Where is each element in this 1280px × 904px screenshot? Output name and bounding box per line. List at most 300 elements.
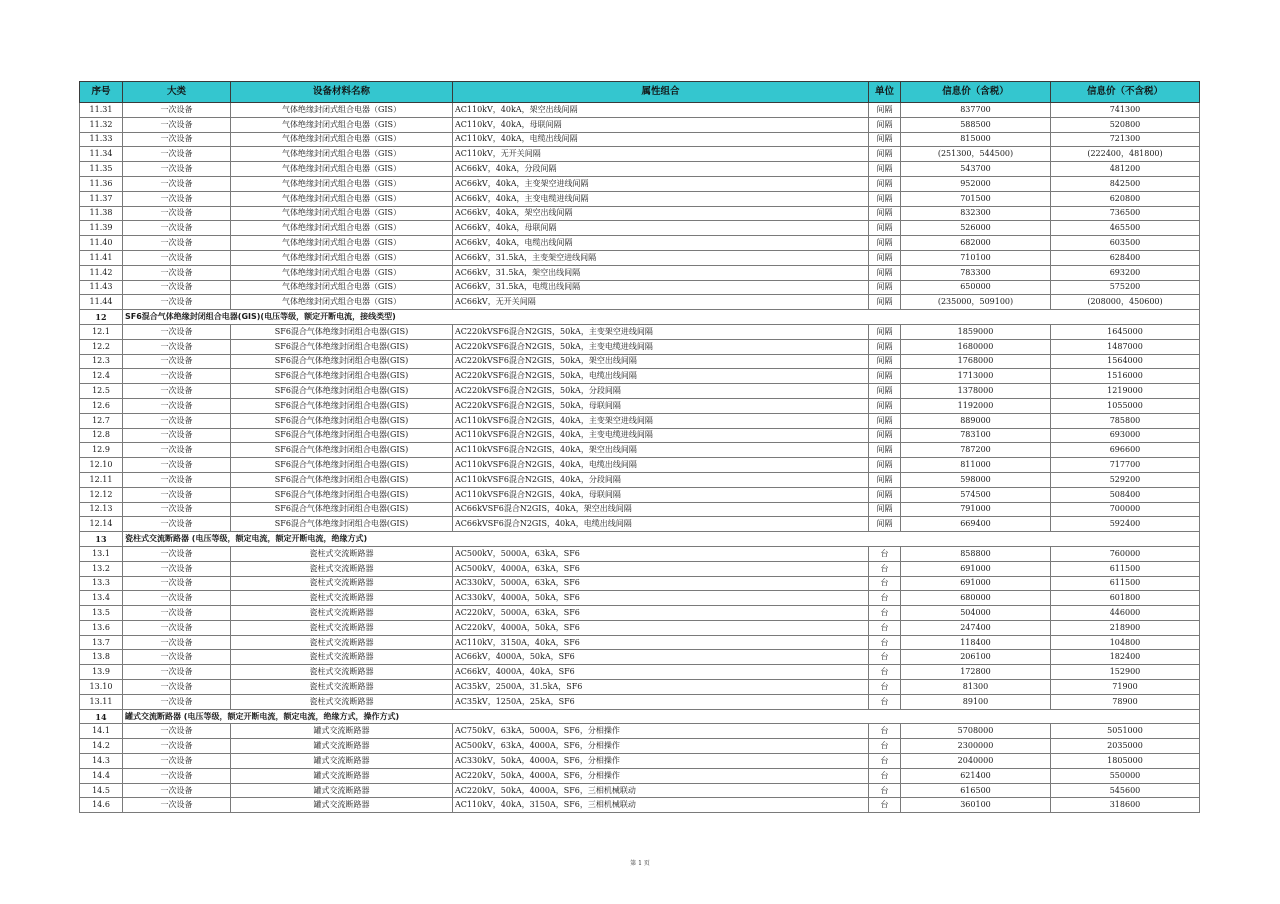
cell-attributes: AC66kV，31.5kA，主变架空进线间隔 [453,250,869,265]
cell-price-without-tax: 575200 [1051,280,1200,295]
cell-seq: 13.6 [80,620,123,635]
cell-seq: 11.36 [80,176,123,191]
cell-name: 瓷柱式交流断路器 [231,665,453,680]
cell-seq: 12.5 [80,384,123,399]
cell-seq: 13.7 [80,635,123,650]
cell-name: 气体绝缘封闭式组合电器（GIS） [231,147,453,162]
table-row [80,147,1200,162]
cell-attributes: AC330kV，4000A，50kA，SF6 [453,591,869,606]
table-row [80,369,1200,384]
cell-attributes: AC66kV，40kA，分段间隔 [453,162,869,177]
header-price-without-tax: 信息价（不含税） [1051,82,1200,103]
cell-price-with-tax: 815000 [901,132,1051,147]
cell-seq: 12.6 [80,398,123,413]
cell-price-without-tax: 1055000 [1051,398,1200,413]
cell-name: 气体绝缘封闭式组合电器（GIS） [231,176,453,191]
cell-name: 罐式交流断路器 [231,783,453,798]
cell-category: 一次设备 [123,176,231,191]
cell-unit: 间隔 [869,472,901,487]
cell-name: 瓷柱式交流断路器 [231,620,453,635]
cell-category: 一次设备 [123,280,231,295]
cell-category: 一次设备 [123,191,231,206]
cell-category: 一次设备 [123,413,231,428]
cell-category: 一次设备 [123,576,231,591]
cell-unit: 台 [869,591,901,606]
cell-name: SF6混合气体绝缘封闭组合电器(GIS) [231,413,453,428]
cell-attributes: AC220kVSF6混合N2GIS，50kA，架空出线间隔 [453,354,869,369]
cell-name: SF6混合气体绝缘封闭组合电器(GIS) [231,472,453,487]
cell-seq: 14.2 [80,739,123,754]
cell-category: 一次设备 [123,147,231,162]
cell-seq: 13.9 [80,665,123,680]
cell-category: 一次设备 [123,428,231,443]
cell-seq: 13.5 [80,606,123,621]
cell-unit: 间隔 [869,398,901,413]
table-row [80,354,1200,369]
cell-attributes: AC66kV，无开关间隔 [453,295,869,310]
cell-attributes: AC220kVSF6混合N2GIS，50kA，主变架空进线间隔 [453,324,869,339]
cell-seq: 11.35 [80,162,123,177]
cell-price-with-tax: 1680000 [901,339,1051,354]
cell-price-without-tax: 508400 [1051,487,1200,502]
cell-name: 气体绝缘封闭式组合电器（GIS） [231,117,453,132]
table-row [80,428,1200,443]
cell-category: 一次设备 [123,117,231,132]
cell-category: 一次设备 [123,724,231,739]
cell-seq: 12.12 [80,487,123,502]
cell-price-with-tax: 783100 [901,428,1051,443]
cell-price-without-tax: 785800 [1051,413,1200,428]
cell-price-without-tax: 760000 [1051,546,1200,561]
cell-unit: 间隔 [869,221,901,236]
table-row [80,132,1200,147]
cell-category: 一次设备 [123,798,231,813]
cell-attributes: AC66kV，40kA，主变电缆进线间隔 [453,191,869,206]
cell-price-without-tax: 696600 [1051,443,1200,458]
table-row [80,739,1200,754]
cell-category: 一次设备 [123,561,231,576]
cell-seq: 13.4 [80,591,123,606]
cell-name: 气体绝缘封闭式组合电器（GIS） [231,132,453,147]
cell-price-without-tax: 1564000 [1051,354,1200,369]
cell-unit: 台 [869,694,901,709]
table-row [80,324,1200,339]
cell-category: 一次设备 [123,606,231,621]
cell-category: 一次设备 [123,236,231,251]
table-row [80,754,1200,769]
cell-unit: 间隔 [869,280,901,295]
table-row [80,576,1200,591]
section-row [80,709,1200,724]
cell-price-with-tax: 206100 [901,650,1051,665]
cell-unit: 间隔 [869,295,901,310]
cell-seq: 13.3 [80,576,123,591]
cell-price-with-tax: 837700 [901,103,1051,118]
table-row [80,103,1200,118]
cell-seq: 12.8 [80,428,123,443]
cell-price-without-tax: 721300 [1051,132,1200,147]
cell-price-with-tax: 691000 [901,576,1051,591]
cell-attributes: AC220kV，50kA，4000A，SF6，三相机械联动 [453,783,869,798]
table-row [80,398,1200,413]
cell-price-with-tax: 526000 [901,221,1051,236]
cell-seq: 13.11 [80,694,123,709]
table-row [80,546,1200,561]
cell-seq: 14.5 [80,783,123,798]
cell-seq: 12.2 [80,339,123,354]
table-row [80,798,1200,813]
cell-price-without-tax: 520800 [1051,117,1200,132]
cell-category: 一次设备 [123,487,231,502]
cell-category: 一次设备 [123,635,231,650]
cell-name: 气体绝缘封闭式组合电器（GIS） [231,280,453,295]
cell-attributes: AC66kV，4000A，50kA，SF6 [453,650,869,665]
price-table [79,81,1200,813]
cell-seq: 11.32 [80,117,123,132]
cell-seq: 12.13 [80,502,123,517]
cell-price-with-tax: 1768000 [901,354,1051,369]
table-row [80,295,1200,310]
table-row [80,206,1200,221]
cell-price-with-tax: 680000 [901,591,1051,606]
cell-name: 气体绝缘封闭式组合电器（GIS） [231,103,453,118]
cell-price-without-tax: 318600 [1051,798,1200,813]
cell-price-with-tax: 543700 [901,162,1051,177]
table-row [80,680,1200,695]
table-row [80,221,1200,236]
cell-unit: 台 [869,650,901,665]
table-row [80,250,1200,265]
cell-seq: 12 [80,310,123,325]
cell-seq: 11.34 [80,147,123,162]
cell-name: 气体绝缘封闭式组合电器（GIS） [231,250,453,265]
cell-price-with-tax: 791000 [901,502,1051,517]
cell-seq: 11.41 [80,250,123,265]
cell-category: 一次设备 [123,650,231,665]
cell-category: 一次设备 [123,783,231,798]
cell-price-with-tax: 701500 [901,191,1051,206]
table-row [80,561,1200,576]
cell-name: 瓷柱式交流断路器 [231,650,453,665]
table-row [80,162,1200,177]
cell-unit: 间隔 [869,413,901,428]
cell-category: 一次设备 [123,132,231,147]
cell-attributes: AC66kVSF6混合N2GIS，40kA，架空出线间隔 [453,502,869,517]
table-row [80,606,1200,621]
cell-unit: 台 [869,635,901,650]
cell-category: 一次设备 [123,339,231,354]
cell-price-without-tax: 1516000 [1051,369,1200,384]
cell-price-without-tax: 603500 [1051,236,1200,251]
cell-name: SF6混合气体绝缘封闭组合电器(GIS) [231,443,453,458]
cell-price-with-tax: 616500 [901,783,1051,798]
cell-unit: 台 [869,798,901,813]
section-title: 瓷柱式交流断路器 (电压等级，额定电流，额定开断电流，绝缘方式) [123,532,1200,547]
cell-price-with-tax: 952000 [901,176,1051,191]
cell-name: 罐式交流断路器 [231,754,453,769]
cell-unit: 台 [869,739,901,754]
cell-name: 气体绝缘封闭式组合电器（GIS） [231,162,453,177]
cell-price-without-tax: 2035000 [1051,739,1200,754]
cell-seq: 14 [80,709,123,724]
cell-attributes: AC110kVSF6混合N2GIS，40kA，分段间隔 [453,472,869,487]
cell-category: 一次设备 [123,739,231,754]
cell-price-without-tax: 545600 [1051,783,1200,798]
table-row [80,236,1200,251]
cell-seq: 14.3 [80,754,123,769]
cell-attributes: AC66kV，31.5kA，电缆出线间隔 [453,280,869,295]
cell-attributes: AC66kV，40kA，电缆出线间隔 [453,236,869,251]
cell-category: 一次设备 [123,384,231,399]
cell-attributes: AC500kV，63kA，4000A，SF6，分相操作 [453,739,869,754]
cell-name: SF6混合气体绝缘封闭组合电器(GIS) [231,339,453,354]
cell-category: 一次设备 [123,250,231,265]
cell-unit: 间隔 [869,324,901,339]
cell-name: 瓷柱式交流断路器 [231,576,453,591]
cell-attributes: AC66kV，4000A，40kA，SF6 [453,665,869,680]
cell-price-without-tax: 628400 [1051,250,1200,265]
cell-name: 瓷柱式交流断路器 [231,606,453,621]
cell-price-with-tax: 247400 [901,620,1051,635]
cell-seq: 11.37 [80,191,123,206]
cell-name: SF6混合气体绝缘封闭组合电器(GIS) [231,428,453,443]
cell-seq: 14.4 [80,768,123,783]
cell-unit: 间隔 [869,147,901,162]
cell-price-without-tax: 78900 [1051,694,1200,709]
cell-seq: 11.40 [80,236,123,251]
cell-unit: 间隔 [869,132,901,147]
cell-price-with-tax: 81300 [901,680,1051,695]
cell-name: 罐式交流断路器 [231,798,453,813]
section-row [80,310,1200,325]
header-category: 大类 [123,82,231,103]
cell-seq: 11.38 [80,206,123,221]
table-row [80,591,1200,606]
cell-name: SF6混合气体绝缘封闭组合电器(GIS) [231,384,453,399]
cell-seq: 11.43 [80,280,123,295]
cell-attributes: AC220kV，5000A，63kA，SF6 [453,606,869,621]
cell-category: 一次设备 [123,369,231,384]
header-seq: 序号 [80,82,123,103]
cell-unit: 间隔 [869,176,901,191]
cell-unit: 间隔 [869,103,901,118]
cell-price-with-tax: 360100 [901,798,1051,813]
cell-price-with-tax: 574500 [901,487,1051,502]
cell-price-without-tax: 71900 [1051,680,1200,695]
cell-attributes: AC330kV，50kA，4000A，SF6，分相操作 [453,754,869,769]
cell-seq: 11.33 [80,132,123,147]
cell-price-with-tax: 682000 [901,236,1051,251]
cell-seq: 12.14 [80,517,123,532]
cell-seq: 11.39 [80,221,123,236]
cell-attributes: AC220kVSF6混合N2GIS，50kA，主变电缆进线间隔 [453,339,869,354]
cell-unit: 台 [869,665,901,680]
cell-price-with-tax: 2040000 [901,754,1051,769]
section-title: SF6混合气体绝缘封闭组合电器(GIS)(电压等级，额定开断电流，接线类型) [123,310,1200,325]
table-row [80,783,1200,798]
table-row [80,694,1200,709]
cell-attributes: AC110kV，40kA，3150A，SF6，三相机械联动 [453,798,869,813]
table-row [80,502,1200,517]
cell-unit: 间隔 [869,191,901,206]
cell-name: 气体绝缘封闭式组合电器（GIS） [231,236,453,251]
cell-name: SF6混合气体绝缘封闭组合电器(GIS) [231,354,453,369]
cell-unit: 间隔 [869,236,901,251]
cell-attributes: AC110kVSF6混合N2GIS，40kA，电缆出线间隔 [453,458,869,473]
table-body [80,103,1200,813]
cell-name: 瓷柱式交流断路器 [231,680,453,695]
cell-category: 一次设备 [123,694,231,709]
cell-price-with-tax: 783300 [901,265,1051,280]
cell-seq: 14.1 [80,724,123,739]
table-row [80,339,1200,354]
cell-attributes: AC750kV，63kA，5000A，SF6，分相操作 [453,724,869,739]
cell-name: 瓷柱式交流断路器 [231,591,453,606]
cell-seq: 12.11 [80,472,123,487]
table-header [80,82,1200,103]
table-row [80,620,1200,635]
cell-price-with-tax: 811000 [901,458,1051,473]
cell-category: 一次设备 [123,546,231,561]
cell-category: 一次设备 [123,472,231,487]
cell-attributes: AC110kV，40kA，架空出线间隔 [453,103,869,118]
cell-price-without-tax: 446000 [1051,606,1200,621]
cell-price-without-tax: 529200 [1051,472,1200,487]
cell-attributes: AC110kV，3150A，40kA，SF6 [453,635,869,650]
cell-price-with-tax: 710100 [901,250,1051,265]
cell-price-without-tax: (208000，450600) [1051,295,1200,310]
cell-unit: 台 [869,606,901,621]
cell-unit: 台 [869,783,901,798]
cell-category: 一次设备 [123,591,231,606]
cell-unit: 间隔 [869,443,901,458]
table-row [80,724,1200,739]
cell-price-with-tax: 650000 [901,280,1051,295]
cell-name: 瓷柱式交流断路器 [231,635,453,650]
cell-price-with-tax: 858800 [901,546,1051,561]
header-unit: 单位 [869,82,901,103]
section-row [80,532,1200,547]
cell-price-without-tax: 465500 [1051,221,1200,236]
cell-seq: 13.1 [80,546,123,561]
cell-price-with-tax: 1859000 [901,324,1051,339]
cell-price-without-tax: 104800 [1051,635,1200,650]
cell-price-with-tax: 588500 [901,117,1051,132]
cell-category: 一次设备 [123,680,231,695]
section-title: 罐式交流断路器 (电压等级，额定开断电流，额定电流，绝缘方式，操作方式) [123,709,1200,724]
cell-category: 一次设备 [123,620,231,635]
table-row [80,384,1200,399]
table-row [80,458,1200,473]
cell-price-without-tax: 700000 [1051,502,1200,517]
cell-unit: 间隔 [869,250,901,265]
cell-category: 一次设备 [123,162,231,177]
cell-unit: 间隔 [869,206,901,221]
cell-price-without-tax: 152900 [1051,665,1200,680]
cell-price-without-tax: 218900 [1051,620,1200,635]
table-row [80,665,1200,680]
cell-seq: 11.44 [80,295,123,310]
cell-seq: 14.6 [80,798,123,813]
cell-attributes: AC66kV，40kA，主变架空进线间隔 [453,176,869,191]
cell-name: SF6混合气体绝缘封闭组合电器(GIS) [231,517,453,532]
header-attributes: 属性组合 [453,82,869,103]
cell-price-without-tax: 601800 [1051,591,1200,606]
cell-name: SF6混合气体绝缘封闭组合电器(GIS) [231,398,453,413]
cell-unit: 间隔 [869,384,901,399]
cell-unit: 间隔 [869,265,901,280]
cell-category: 一次设备 [123,768,231,783]
table-row [80,487,1200,502]
cell-attributes: AC110kVSF6混合N2GIS，40kA，主变电缆进线间隔 [453,428,869,443]
cell-price-without-tax: 550000 [1051,768,1200,783]
cell-category: 一次设备 [123,754,231,769]
cell-attributes: AC35kV，2500A，31.5kA，SF6 [453,680,869,695]
cell-attributes: AC66kV，31.5kA，架空出线间隔 [453,265,869,280]
cell-category: 一次设备 [123,324,231,339]
cell-attributes: AC110kVSF6混合N2GIS，40kA，主变架空进线间隔 [453,413,869,428]
cell-category: 一次设备 [123,458,231,473]
cell-seq: 11.31 [80,103,123,118]
cell-price-with-tax: 669400 [901,517,1051,532]
cell-category: 一次设备 [123,103,231,118]
cell-category: 一次设备 [123,443,231,458]
cell-unit: 台 [869,724,901,739]
cell-price-without-tax: 693200 [1051,265,1200,280]
cell-unit: 台 [869,768,901,783]
cell-attributes: AC35kV，1250A，25kA，SF6 [453,694,869,709]
cell-name: 瓷柱式交流断路器 [231,561,453,576]
cell-attributes: AC220kVSF6混合N2GIS，50kA，电缆出线间隔 [453,369,869,384]
cell-price-without-tax: 5051000 [1051,724,1200,739]
table-row [80,413,1200,428]
cell-seq: 13.2 [80,561,123,576]
cell-name: SF6混合气体绝缘封闭组合电器(GIS) [231,502,453,517]
cell-unit: 间隔 [869,458,901,473]
cell-name: 瓷柱式交流断路器 [231,546,453,561]
cell-price-with-tax: (235000，509100) [901,295,1051,310]
cell-unit: 间隔 [869,117,901,132]
table-row [80,443,1200,458]
cell-price-without-tax: 620800 [1051,191,1200,206]
table-row [80,176,1200,191]
cell-price-without-tax: 1645000 [1051,324,1200,339]
header-name: 设备材料名称 [231,82,453,103]
cell-unit: 台 [869,754,901,769]
cell-price-without-tax: 1219000 [1051,384,1200,399]
table-row [80,280,1200,295]
cell-seq: 12.10 [80,458,123,473]
page-number: 第 1 页 [630,860,650,867]
cell-attributes: AC110kV，40kA，电缆出线间隔 [453,132,869,147]
cell-seq: 13 [80,532,123,547]
cell-unit: 台 [869,561,901,576]
cell-attributes: AC220kVSF6混合N2GIS，50kA，母联间隔 [453,398,869,413]
cell-unit: 台 [869,546,901,561]
cell-name: 罐式交流断路器 [231,768,453,783]
cell-attributes: AC330kV，5000A，63kA，SF6 [453,576,869,591]
table-row [80,768,1200,783]
cell-attributes: AC66kV，40kA，母联间隔 [453,221,869,236]
cell-unit: 间隔 [869,502,901,517]
cell-category: 一次设备 [123,354,231,369]
cell-attributes: AC110kVSF6混合N2GIS，40kA，架空出线间隔 [453,443,869,458]
cell-seq: 12.7 [80,413,123,428]
table-row [80,191,1200,206]
cell-price-with-tax: 832300 [901,206,1051,221]
cell-attributes: AC220kVSF6混合N2GIS，50kA，分段间隔 [453,384,869,399]
cell-price-without-tax: 611500 [1051,576,1200,591]
